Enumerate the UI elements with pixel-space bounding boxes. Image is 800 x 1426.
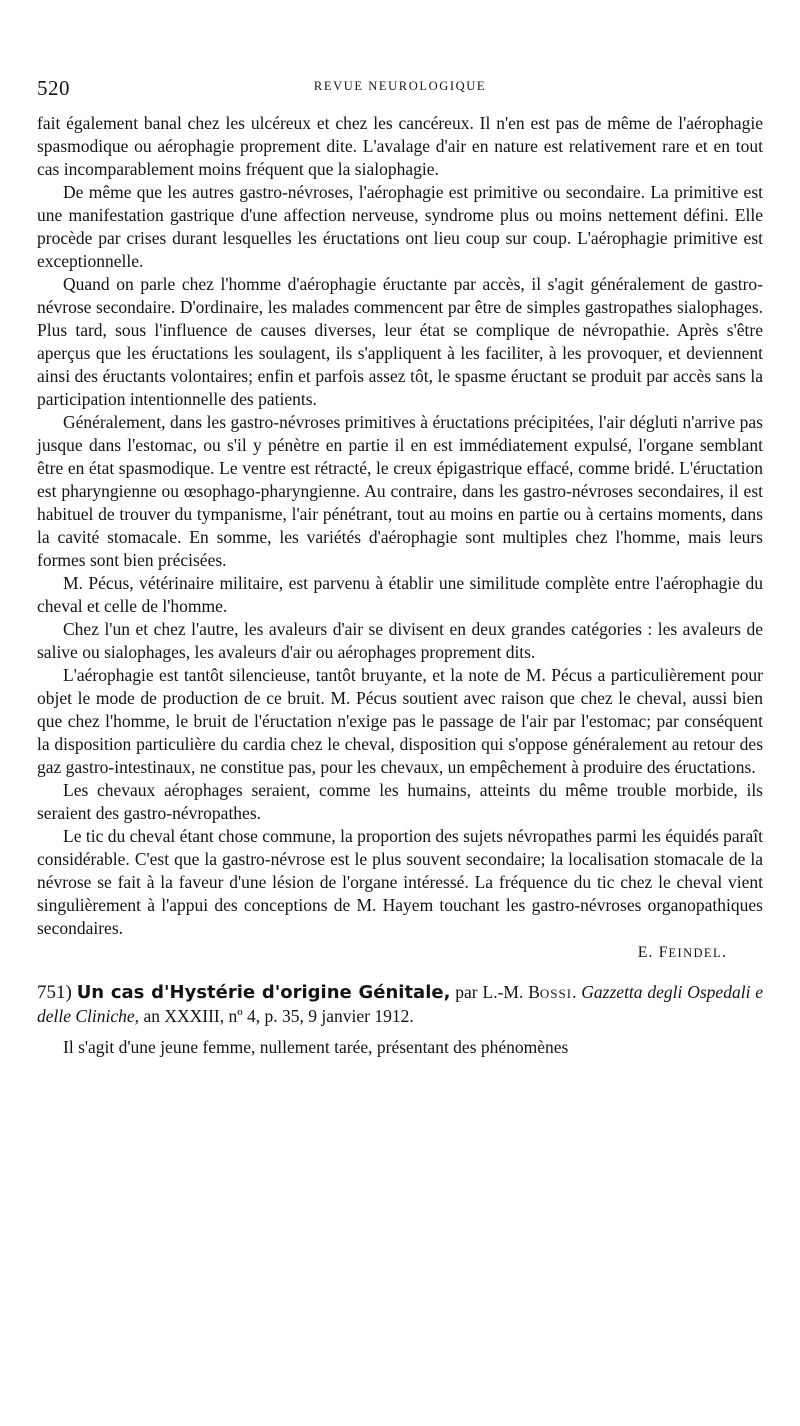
paragraph-7: L'aérophagie est tantôt silencieuse, tantôt bruyante, et la note de M. Pécus a particulièrement pour objet le mode de production de ce bruit. M. Pécus soutient avec raison que chez le cheval, aussi bien que chez l'homme, le bruit de l'éructation n'exige pas le passage de l'air par l'estomac; par conséquent la disposition particulière du cardia chez le cheval, disposition qui s'oppose généralement au retour des gaz gastro-intestinaux, ne constitue pas, pour les chevaux, un empêchement à produire des éructations.	[37, 665, 763, 777]
page-number: 520	[37, 76, 70, 100]
paragraph-6: Chez l'un et chez l'autre, les avaleurs d'air se divisent en deux grandes catégories : les avaleurs de salive ou sialophages, les avaleurs d'air ou aérophages proprement dits.	[37, 619, 763, 662]
running-title: REVUE NEUROLOGIQUE	[313, 79, 487, 93]
entry-reference: an XXXIII, nº 4, p. 35, 9 janvier 1912.	[143, 1006, 414, 1026]
paragraph-1: fait également banal chez les ulcéreux et chez les cancéreux. Il n'en est pas de même de l'aérophagie spasmodique ou aérophagie proprement dite. L'avalage d'air en nature est relativement rare et en tout cas incomparablement moins fréquent que la sialophagie.	[37, 113, 763, 179]
paragraph-2: De même que les autres gastro-névroses, l'aérophagie est primitive ou secondaire. La primitive est une manifestation gastrique d'une affection nerveuse, syndrome plus ou moins nettement défini. Elle procède par crises durant lesquelles les éructations ont lieu coup sur coup. L'aérophagie primitive est exceptionnelle.	[37, 182, 763, 271]
signature-rest: EINDEL	[668, 946, 722, 960]
entry-author-end: .	[572, 982, 577, 1002]
entry-first-paragraph: Il s'agit d'une jeune femme, nullement tarée, présentant des phénomènes	[63, 1037, 569, 1057]
entry-journal: Gazzetta degli Ospedali e delle Cliniche,	[37, 982, 764, 1026]
author-signature	[37, 941, 727, 965]
paragraph-9: Le tic du cheval étant chose commune, la proportion des sujets névropathes parmi les équidés paraît considérable. C'est que la gastro-névrose est le plus souvent secondaire; la localisation stomacale de la névrose se fait à la faveur d'une lésion de l'organe intéressé. La fréquence du tic chez le cheval vient singulièrement à l'appui des conceptions de M. Hayem touchant les gastro-névroses organopathiques secondaires.	[37, 826, 763, 938]
paragraph-8: Les chevaux aérophages seraient, comme les humains, atteints du même trouble morbide, ils seraient des gastro-névropathes.	[37, 780, 763, 823]
entry-author	[483, 982, 577, 1002]
signature-first-letter: F	[658, 944, 669, 961]
paragraph-4: Généralement, dans les gastro-névroses primitives à éructations précipitées, l'air dégluti n'arrive pas jusque dans l'estomac, ou s'il y pénètre en partie il en est immédiatement expulsé, l'organe semblant être en état spasmodique. Le ventre est rétracté, le creux épigastrique effacé, comme bridé. L'éructation est pharyngienne ou œsophago-pharyngienne. Au contraire, dans les gastro-névroses secondaires, il est habituel de trouver du tympanisme, l'air pénétrant, tout au moins en partie ou à certains moments, dans la cavité stomacale. En somme, les variétés d'aérophagie sont multiples chez l'homme, mais leurs formes sont bien précisées.	[37, 412, 763, 570]
signature-end: .	[722, 944, 727, 961]
entry-author-first: B	[528, 982, 540, 1002]
paragraph-3: Quand on parle chez l'homme d'aérophagie éructante par accès, il s'agit généralement de gastro-névrose secondaire. D'ordinaire, les malades commencent par être de simples gastropathes sialophages. Plus tard, sous l'influence de causes diverses, leur état se complique de névropathie. Après s'être aperçus que les éructations les soulagent, ils s'appliquent à les faciliter, à les provoquer, et deviennent ainsi des éructants volontaires; enfin et parfois assez tôt, le spasme éructant se produit par accès sans la participation intentionnelle des patients.	[37, 274, 763, 409]
signature-initial: E.	[637, 944, 654, 961]
paragraph-5: M. Pécus, vétérinaire militaire, est parvenu à établir une similitude complète entre l'aérophagie du cheval et celle de l'homme.	[37, 573, 763, 616]
entry-number: 751)	[37, 982, 72, 1003]
entry-title: Un cas d'Hystérie d'origine Génitale,	[76, 982, 451, 1003]
article-body	[37, 112, 763, 1059]
entry-author-rest: OSSI	[539, 986, 573, 1001]
page-header	[37, 76, 763, 100]
abstract-entry	[37, 981, 763, 1028]
entry-author-initials: L.-M.	[482, 982, 524, 1002]
entry-by: par	[455, 982, 478, 1002]
